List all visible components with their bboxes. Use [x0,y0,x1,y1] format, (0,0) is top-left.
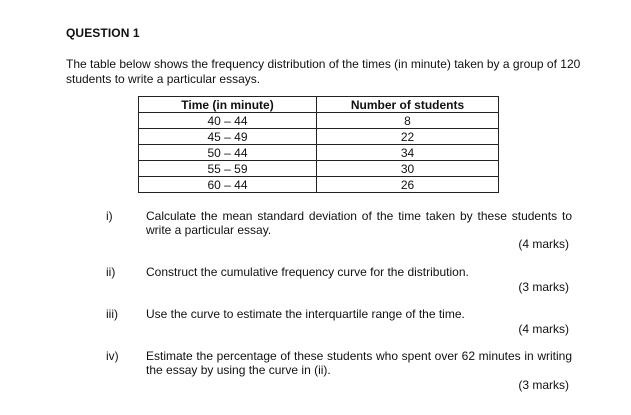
question-number: ii) [106,265,116,279]
question-number: i) [106,209,113,223]
count-cell: 30 [317,161,499,177]
question-text: Construct the cumulative frequency curve for the distribution. [146,265,469,279]
count-cell: 26 [317,177,499,193]
question-marks: (3 marks) [518,378,569,392]
question-number: iii) [106,307,118,321]
question-text: Use the curve to estimate the interquartile range of the time. [146,307,465,321]
question-marks: (3 marks) [518,280,569,294]
question-heading: QUESTION 1 [66,26,140,40]
question-item [0,209,631,253]
table-row [139,129,499,145]
count-cell: 34 [317,145,499,161]
count-cell: 8 [317,113,499,129]
time-cell: 55 – 59 [139,161,317,177]
count-cell: 22 [317,129,499,145]
question-number: iv) [106,349,119,363]
table-row [139,161,499,177]
question-text: Estimate the percentage of these students who spent over 62 minutes in writing the essay by using the curve in (ii). [146,349,572,377]
table-header-row [139,97,499,113]
table-row [139,113,499,129]
table-row [139,145,499,161]
table-row [139,177,499,193]
question-item [0,265,631,297]
header-time: Time (in minute) [139,97,317,113]
question-item [0,349,631,395]
time-cell: 50 – 44 [139,145,317,161]
frequency-table [138,96,499,193]
time-cell: 60 – 44 [139,177,317,193]
question-marks: (4 marks) [518,237,569,251]
header-students: Number of students [317,97,499,113]
question-item [0,307,631,339]
question-text: Calculate the mean standard deviation of the time taken by these students to write a particular essay. [146,209,572,237]
time-cell: 45 – 49 [139,129,317,145]
intro-paragraph: The table below shows the frequency distribution of the times (in minute) taken by a group of 120 students to write a particular essays. [66,57,581,86]
time-cell: 40 – 44 [139,113,317,129]
question-marks: (4 marks) [518,322,569,336]
